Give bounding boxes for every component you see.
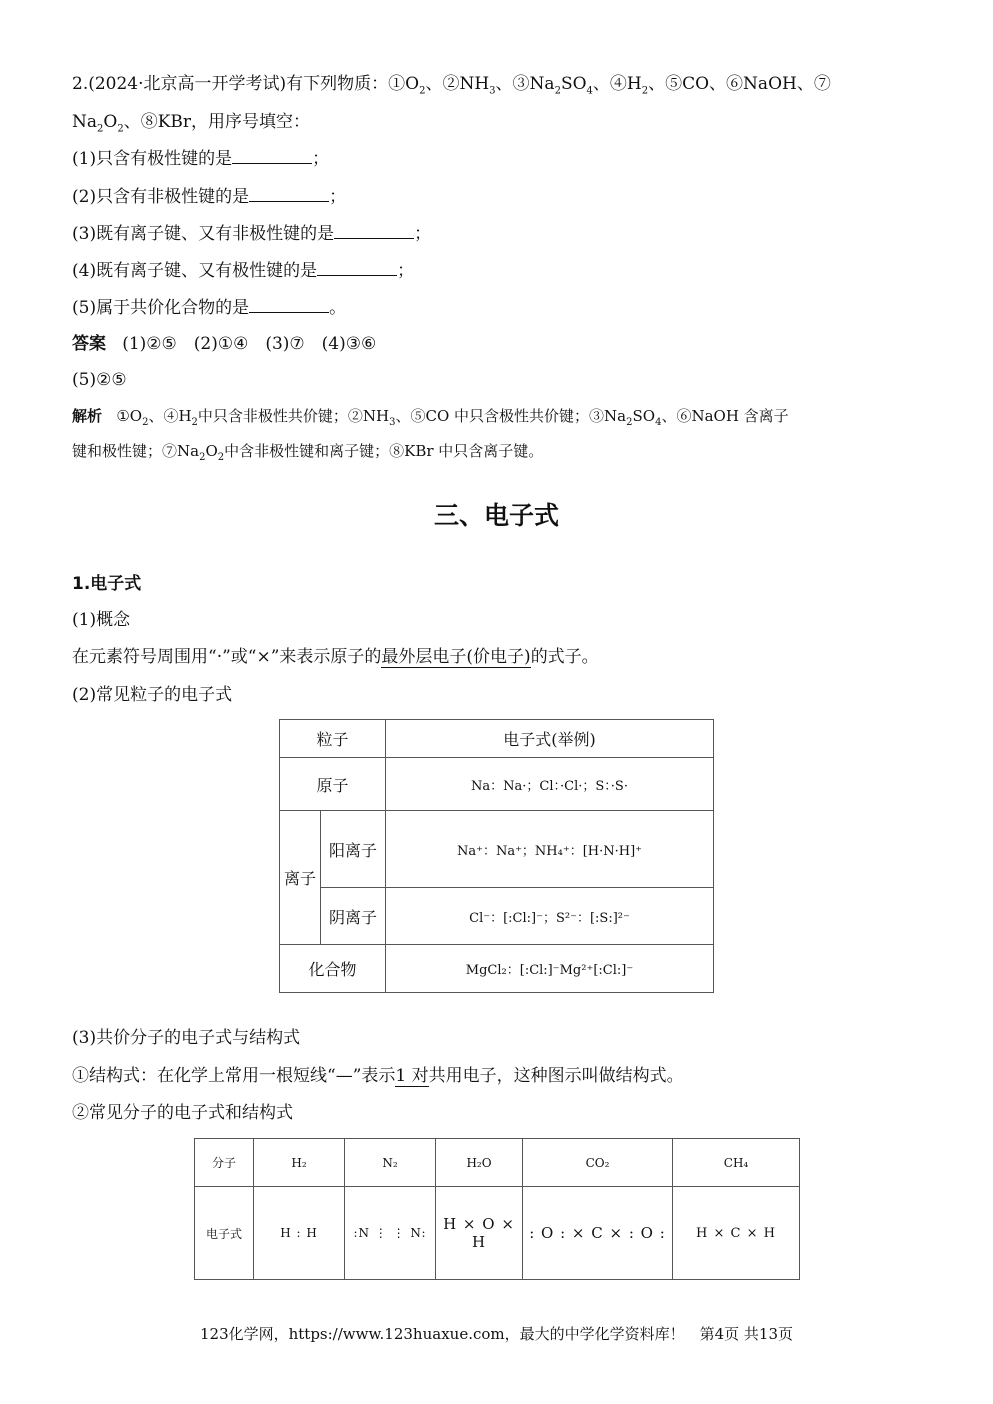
question-part-2: (2)只含有非极性键的是 ；: [72, 187, 347, 207]
header-particle: 粒子: [280, 720, 386, 758]
row-cation-label: 阳离子: [321, 811, 386, 888]
section-title: 三、电子式: [433, 501, 559, 530]
covalent-heading: (3)共价分子的电子式与结构式: [72, 1028, 301, 1048]
answer-blank: [232, 147, 312, 164]
row-electron-formula-label: 电子式: [195, 1187, 254, 1280]
formula-n2: :N ⋮ ⋮ N:: [345, 1187, 436, 1280]
formula-co2: : O : × C × : O :: [523, 1187, 673, 1280]
common-particles-heading: (2)常见粒子的电子式: [72, 685, 233, 705]
question-stem-line1: 2.(2024·北京高一开学考试)有下列物质：$①O_2$、$②NH_3$、$③Na_2SO_4$、$④H_2$、⑤CO、⑥NaOH、⑦: [72, 74, 831, 97]
formula-h2o: H × O × H: [436, 1187, 523, 1280]
analysis-line1: 解析 $①O_2$、$④H_2$中只含非极性共价键；$②NH_3$、⑤CO 中只含极性共价键；$③Na_2SO_4$、⑥NaOH 含离子: [72, 407, 789, 428]
col-h2: H₂: [254, 1139, 345, 1187]
question-stem-line2: $Na_2O_2$、⑧KBr，用序号填空：: [72, 112, 311, 135]
question-part-4: (4)既有离子键、又有极性键的是 ；: [72, 261, 415, 281]
header-molecule: 分子: [195, 1139, 254, 1187]
answer-blank: [317, 259, 397, 276]
answer-blank: [249, 185, 329, 202]
row-cation-formula: Na⁺：Na⁺；NH₄⁺：[H·N·H]⁺: [386, 811, 714, 888]
answer-line: 答案 (1)②⑤ (2)①④ (3)⑦ (4)③⑥: [72, 334, 377, 354]
formula-h2: H : H: [254, 1187, 345, 1280]
answer-line-2: (5)②⑤: [72, 370, 127, 390]
question-part-1: (1)只含有极性键的是 ；: [72, 149, 330, 169]
particles-table: [279, 719, 714, 993]
formula-ch4: H × C × H: [673, 1187, 800, 1280]
row-compound-formula: MgCl₂：[:Cl:]⁻Mg²⁺[:Cl:]⁻: [386, 945, 714, 993]
row-ion-label: 离子: [280, 811, 321, 945]
answer-blank: [249, 296, 329, 313]
row-anion-label: 阴离子: [321, 888, 386, 945]
col-ch4: CH₄: [673, 1139, 800, 1187]
subsection-heading: 1.电子式: [72, 574, 142, 594]
col-h2o: H₂O: [436, 1139, 523, 1187]
structural-formula-text: ①结构式：在化学上常用一根短线“—”表示1 对共用电子，这种图示叫做结构式。: [72, 1066, 684, 1086]
answer-blank: [334, 222, 414, 239]
question-part-3: (3)既有离子键、又有非极性键的是 ；: [72, 224, 432, 244]
row-atom-label: 原子: [280, 758, 386, 811]
concept-heading: (1)概念: [72, 610, 131, 630]
header-formula: 电子式(举例): [386, 720, 714, 758]
common-molecules-heading: ②常见分子的电子式和结构式: [72, 1103, 293, 1123]
row-anion-formula: Cl⁻：[:Cl:]⁻；S²⁻：[:S:]²⁻: [386, 888, 714, 945]
row-atom-formula: Na：Na·；Cl：·Cl·；S：·S·: [386, 758, 714, 811]
col-co2: CO₂: [523, 1139, 673, 1187]
col-n2: N₂: [345, 1139, 436, 1187]
concept-text: 在元素符号周围用“·”或“×”来表示原子的最外层电子(价电子)的式子。: [72, 647, 599, 667]
analysis-line2: 键和极性键；$⑦Na_2O_2$中含非极性键和离子键；⑧KBr 中只含离子键。: [72, 442, 544, 463]
molecules-table: [194, 1138, 800, 1280]
question-part-5: (5)属于共价化合物的是 。: [72, 298, 347, 318]
page-footer: 123化学网，https://www.123huaxue.com，最大的中学化学资料库！ 第4页 共13页: [199, 1325, 794, 1343]
row-compound-label: 化合物: [280, 945, 386, 993]
